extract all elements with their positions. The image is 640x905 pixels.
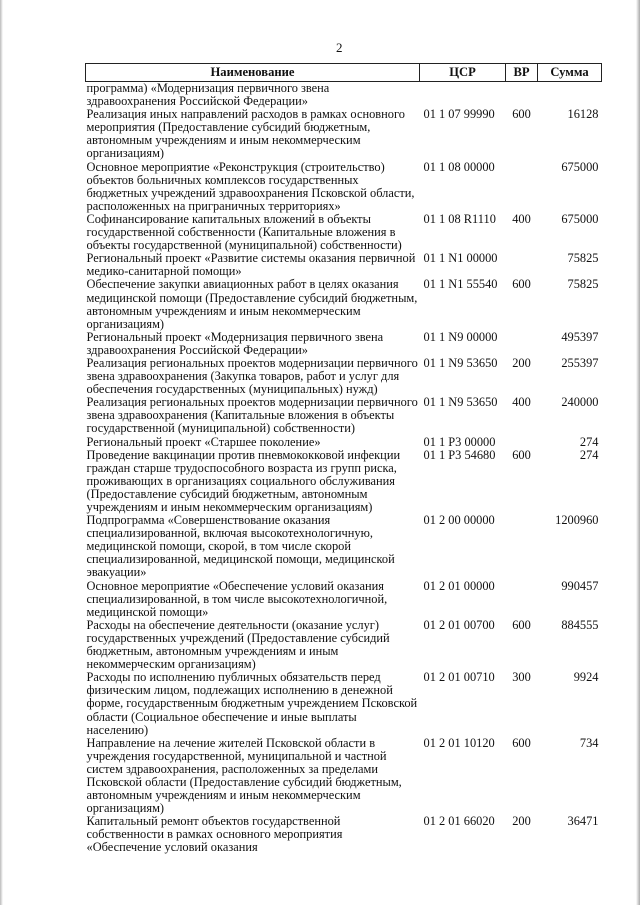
row-vr: 200 <box>512 814 531 829</box>
row-name: Реализация региональных проектов модернизации первичного звена здравоохранения (Закупка товаров, работ и услуг для обеспечения государственных (муниципальных) нужд) <box>86 355 418 397</box>
row-csr: 01 2 01 10120 <box>423 735 495 750</box>
table-row <box>86 671 602 736</box>
row-csr: 01 1 P3 54680 <box>423 447 496 462</box>
row-csr: 01 1 08 00000 <box>423 159 495 174</box>
row-csr: 01 1 N1 00000 <box>423 251 498 266</box>
row-name: Проведение вакцинации против пневмококковой инфекции граждан старше трудоспособного возраста из групп риска, проживающих в организациях социального обслуживания (Предоставление субсидий бюджетным, автономным учреждениям и иным некоммерческим организациям) <box>86 447 401 514</box>
row-sum: 495397 <box>561 329 599 344</box>
table-row <box>86 436 602 449</box>
header-csr: ЦСР <box>420 64 506 82</box>
row-name: Обеспечение закупки авиационных работ в целях оказания медицинской помощи (Предоставление субсидий бюджетным, автономным учреждениям и иным некоммерческим организациям) <box>86 277 418 331</box>
table-row <box>86 396 602 435</box>
row-csr: 01 1 N1 55540 <box>423 277 498 292</box>
row-name: Основное мероприятие «Реконструкция (строительство) объектов больничных комплексов государственных бюджетных учреждений здравоохранения Псковской области, расположенных на приграничных территориях» <box>86 159 415 213</box>
row-csr: 01 1 07 99990 <box>423 107 495 122</box>
row-sum: 734 <box>579 735 599 750</box>
row-name: Региональный проект «Модернизация первичного звена здравоохранения Российской Федерации» <box>86 329 384 357</box>
row-csr: 01 2 01 00000 <box>423 578 495 593</box>
header-vr: ВР <box>506 64 538 82</box>
row-sum: 675000 <box>561 159 599 174</box>
row-name: Реализация региональных проектов модернизации первичного звена здравоохранения (Капитальные вложения в объекты государственной (муниципальной) собственности) <box>86 395 418 436</box>
table-row <box>86 737 602 816</box>
row-vr <box>506 252 538 278</box>
scan-edge-left <box>0 0 3 905</box>
row-name: Направление на лечение жителей Псковской области в учреждения государственной, муниципальной и частной систем здравоохранения, расположенных за пределами Псковской области (Предоставление субсидий бюджетным, автономным учреждениям и иным некоммерческим организациям) <box>86 735 402 816</box>
budget-table <box>85 63 602 855</box>
row-name: Региональный проект «Старшее поколение» <box>86 434 321 449</box>
row-csr: 01 1 N9 00000 <box>423 329 498 344</box>
row-sum: 1200960 <box>555 513 599 528</box>
scan-edge-right <box>636 0 640 905</box>
row-sum: 16128 <box>567 107 599 122</box>
row-vr <box>506 82 538 109</box>
table-row <box>86 108 602 160</box>
row-vr: 200 <box>512 355 531 370</box>
row-vr: 400 <box>512 395 531 410</box>
row-sum: 75825 <box>567 277 599 292</box>
row-sum: 990457 <box>561 578 599 593</box>
row-name: Софинансирование капитальных вложений в объекты государственной собственности (Капитальные вложения в объекты государственной (муниципальной) собственности) <box>86 211 402 253</box>
table-row <box>86 82 602 109</box>
row-sum: 884555 <box>561 617 599 632</box>
table-row <box>86 580 602 619</box>
table-header-row <box>86 64 602 82</box>
row-vr <box>506 580 538 619</box>
row-vr: 600 <box>512 447 531 462</box>
row-name: Расходы по исполнению публичных обязательств перед физическим лицом, подлежащих исполнению в денежной форме, государственным бюджетным учреждением Псковской области (Социальное обеспечение и иные выплаты населению) <box>86 670 418 737</box>
row-name: Региональный проект «Развитие системы оказания первичной медико-санитарной помощи» <box>86 251 416 279</box>
row-vr: 600 <box>512 107 531 122</box>
row-sum: 274 <box>579 447 599 462</box>
row-sum: 255397 <box>561 355 599 370</box>
row-csr: 01 2 01 00700 <box>423 617 495 632</box>
row-sum <box>538 82 602 109</box>
table-row <box>86 278 602 330</box>
row-vr: 600 <box>512 617 531 632</box>
row-name: Подпрограмма «Совершенствование оказания специализированной, включая высокотехнологичную, медицинской помощи, скорой, в том числе скорой специализированной, медицинской помощи, медицинской эвакуации» <box>86 513 395 580</box>
row-name: Основное мероприятие «Обеспечение условий оказания специализированной, в том числе высокотехнологичной, медицинской помощи» <box>86 578 388 619</box>
row-vr <box>506 514 538 579</box>
row-csr: 01 1 P3 00000 <box>423 434 496 449</box>
header-name: Наименование <box>86 64 420 82</box>
table-row <box>86 331 602 357</box>
row-sum: 36471 <box>567 814 599 829</box>
row-csr: 01 1 08 R1110 <box>423 211 496 226</box>
row-vr: 400 <box>512 211 531 226</box>
table-row <box>86 815 602 854</box>
header-sum: Сумма <box>538 64 602 82</box>
table-row <box>86 514 602 579</box>
row-csr: 01 2 01 00710 <box>423 670 495 685</box>
row-csr: 01 1 N9 53650 <box>423 395 498 410</box>
row-csr: 01 1 N9 53650 <box>423 355 498 370</box>
row-vr: 600 <box>512 277 531 292</box>
table-row <box>86 449 602 514</box>
row-name: Расходы на обеспечение деятельности (оказание услуг) государственных учреждений (Предоставление субсидий бюджетным, автономным учреждениям и иным некоммерческим организациям) <box>86 617 390 672</box>
row-name: Реализация иных направлений расходов в рамках основного мероприятия (Предоставление субсидий бюджетным, автономным учреждениям и иным некоммерческим организациям) <box>86 107 405 161</box>
row-vr: 300 <box>512 670 531 685</box>
row-sum: 675000 <box>561 211 599 226</box>
table-row <box>86 619 602 671</box>
row-vr <box>506 161 538 213</box>
row-vr: 600 <box>512 735 531 750</box>
row-sum: 274 <box>579 434 599 449</box>
row-vr <box>506 436 538 449</box>
row-sum: 240000 <box>561 395 599 410</box>
row-sum: 9924 <box>573 670 599 685</box>
page-number: 2 <box>336 40 343 55</box>
table-row <box>86 357 602 396</box>
row-csr: 01 2 01 66020 <box>423 814 495 829</box>
table-row <box>86 252 602 278</box>
row-csr: 01 2 00 00000 <box>423 513 495 528</box>
table-row <box>86 161 602 213</box>
table-row <box>86 213 602 252</box>
row-vr <box>506 331 538 357</box>
row-name: программа) «Модернизация первичного звена здравоохранения Российской Федерации» <box>86 81 330 109</box>
row-csr <box>420 82 506 109</box>
row-sum: 75825 <box>567 251 599 266</box>
row-name: Капитальный ремонт объектов государственной собственности в рамках основного мероприятия «Обеспечение условий оказания <box>86 814 343 855</box>
